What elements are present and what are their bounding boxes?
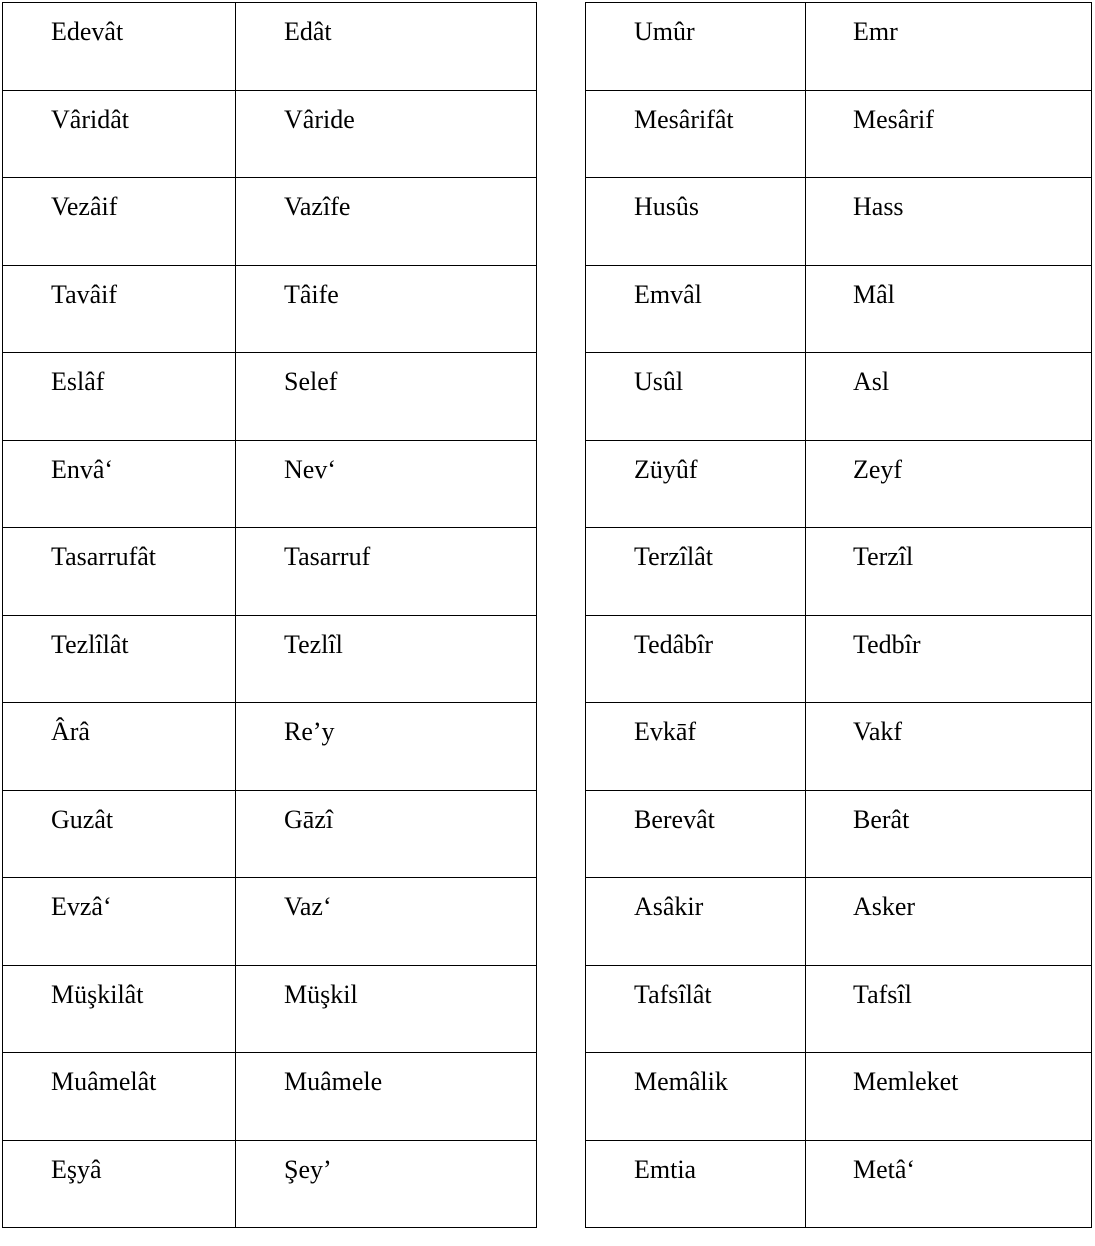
plural-cell	[3, 1053, 236, 1141]
plural-cell	[586, 703, 806, 791]
plural-cell	[586, 1140, 806, 1228]
plural-cell	[3, 878, 236, 966]
singular-cell	[236, 878, 537, 966]
singular-word: Vazîfe	[284, 192, 351, 221]
singular-word: Mâl	[853, 279, 895, 309]
singular-cell	[236, 790, 537, 878]
singular-cell	[806, 965, 1092, 1053]
table-row	[3, 440, 537, 528]
plural-word: Tedâbîr	[634, 629, 714, 659]
singular-word: Gāzî	[284, 804, 334, 834]
plural-cell	[3, 353, 236, 441]
plural-cell	[586, 790, 806, 878]
plural-cell	[586, 3, 806, 91]
singular-word: Tasarruf	[284, 542, 371, 571]
plural-word: Terzîlât	[634, 542, 714, 571]
singular-cell	[236, 265, 537, 353]
table-row	[3, 178, 537, 266]
plural-word: Guzât	[51, 804, 114, 834]
plural-cell	[3, 440, 236, 528]
plural-word: Tafsîlât	[634, 979, 712, 1009]
singular-word: Memleket	[853, 1067, 959, 1096]
singular-cell	[236, 178, 537, 266]
singular-word: Mesârif	[853, 104, 934, 134]
singular-cell	[806, 1140, 1092, 1228]
singular-cell	[236, 1140, 537, 1228]
singular-word: Vakf	[853, 717, 903, 746]
singular-cell	[236, 1053, 537, 1141]
table-row	[3, 528, 537, 616]
table-row	[586, 878, 1092, 966]
right-word-table-body	[586, 3, 1092, 1228]
plural-word: Muâmelât	[51, 1067, 157, 1096]
singular-word: Tâife	[284, 279, 339, 309]
plural-word: Evkāf	[634, 717, 697, 746]
singular-cell	[806, 265, 1092, 353]
plural-word: Mesârifât	[634, 104, 734, 134]
plural-word: Husûs	[634, 192, 700, 221]
table-row	[3, 1140, 537, 1228]
singular-cell	[806, 615, 1092, 703]
table-row	[3, 3, 537, 91]
table-row	[586, 440, 1092, 528]
plural-cell	[586, 1053, 806, 1141]
table-row	[586, 178, 1092, 266]
singular-cell	[806, 3, 1092, 91]
plural-word: Vezâif	[51, 192, 118, 221]
left-word-table-body	[3, 3, 537, 1228]
plural-cell	[3, 790, 236, 878]
plural-word: Emvâl	[634, 279, 702, 309]
plural-cell	[586, 528, 806, 616]
singular-cell	[236, 528, 537, 616]
singular-word: Terzîl	[853, 542, 914, 571]
plural-word: Umûr	[634, 17, 695, 46]
table-row	[586, 353, 1092, 441]
plural-word: Edevât	[51, 17, 124, 46]
singular-cell	[806, 703, 1092, 791]
table-row	[586, 790, 1092, 878]
singular-word: Şey’	[284, 1154, 332, 1184]
table-row	[3, 90, 537, 178]
plural-cell	[3, 703, 236, 791]
singular-word: Müşkil	[284, 979, 358, 1009]
plural-word: Tavâif	[51, 279, 118, 309]
plural-word: Envâ‘	[51, 454, 114, 484]
left-word-table	[2, 2, 537, 1228]
table-row	[586, 703, 1092, 791]
singular-cell	[806, 528, 1092, 616]
table-row	[3, 703, 537, 791]
singular-word: Vaz‘	[284, 892, 332, 921]
singular-word: Metâ‘	[853, 1154, 916, 1184]
singular-word: Tezlîl	[284, 629, 343, 659]
singular-cell	[236, 615, 537, 703]
plural-cell	[586, 90, 806, 178]
table-row	[3, 790, 537, 878]
table-row	[586, 615, 1092, 703]
plural-cell	[3, 178, 236, 266]
plural-word: Berevât	[634, 804, 715, 834]
singular-cell	[236, 703, 537, 791]
singular-word: Tafsîl	[853, 979, 912, 1009]
plural-word: Tasarrufât	[51, 542, 157, 571]
right-word-table	[585, 2, 1092, 1228]
singular-cell	[806, 440, 1092, 528]
singular-cell	[806, 1053, 1092, 1141]
plural-cell	[586, 440, 806, 528]
table-row	[586, 528, 1092, 616]
singular-cell	[806, 90, 1092, 178]
singular-word: Selef	[284, 367, 338, 396]
plural-word: Eslâf	[51, 367, 105, 396]
plural-cell	[3, 1140, 236, 1228]
plural-cell	[3, 528, 236, 616]
plural-word: Emtia	[634, 1154, 697, 1184]
singular-word: Edât	[284, 17, 332, 46]
singular-cell	[236, 3, 537, 91]
table-row	[3, 615, 537, 703]
singular-word: Muâmele	[284, 1067, 383, 1096]
plural-word: Züyûf	[634, 454, 698, 484]
plural-cell	[3, 965, 236, 1053]
singular-word: Nev‘	[284, 454, 336, 484]
singular-word: Berât	[853, 804, 910, 834]
table-row	[586, 1140, 1092, 1228]
singular-cell	[806, 353, 1092, 441]
singular-word: Asl	[853, 367, 890, 396]
plural-word: Tezlîlât	[51, 629, 129, 659]
table-row	[586, 265, 1092, 353]
table-row	[3, 1053, 537, 1141]
singular-cell	[236, 353, 537, 441]
plural-cell	[586, 965, 806, 1053]
plural-word: Müşkilât	[51, 979, 144, 1009]
plural-word: Ârâ	[51, 717, 90, 746]
plural-cell	[3, 615, 236, 703]
plural-word: Evzâ‘	[51, 892, 112, 921]
plural-word: Asâkir	[634, 892, 704, 921]
singular-cell	[806, 178, 1092, 266]
singular-word: Vâride	[284, 104, 355, 134]
plural-cell	[3, 265, 236, 353]
plural-word: Eşyâ	[51, 1154, 102, 1184]
plural-cell	[3, 90, 236, 178]
singular-cell	[236, 90, 537, 178]
singular-word: Re’y	[284, 717, 335, 746]
singular-word: Asker	[853, 892, 916, 921]
singular-word: Emr	[853, 17, 898, 46]
singular-cell	[806, 790, 1092, 878]
singular-word: Tedbîr	[853, 629, 921, 659]
plural-cell	[586, 265, 806, 353]
table-row	[3, 878, 537, 966]
singular-cell	[236, 965, 537, 1053]
plural-cell	[586, 353, 806, 441]
singular-word: Zeyf	[853, 454, 903, 484]
singular-cell	[236, 440, 537, 528]
table-row	[3, 265, 537, 353]
singular-cell	[806, 878, 1092, 966]
plural-word: Memâlik	[634, 1067, 728, 1096]
table-row	[586, 90, 1092, 178]
table-row	[3, 353, 537, 441]
plural-cell	[3, 3, 236, 91]
plural-word: Usûl	[634, 367, 684, 396]
plural-cell	[586, 178, 806, 266]
plural-cell	[586, 878, 806, 966]
table-row	[3, 965, 537, 1053]
plural-word: Vâridât	[51, 104, 129, 134]
singular-word: Hass	[853, 192, 904, 221]
table-row	[586, 3, 1092, 91]
table-row	[586, 965, 1092, 1053]
table-row	[586, 1053, 1092, 1141]
plural-cell	[586, 615, 806, 703]
